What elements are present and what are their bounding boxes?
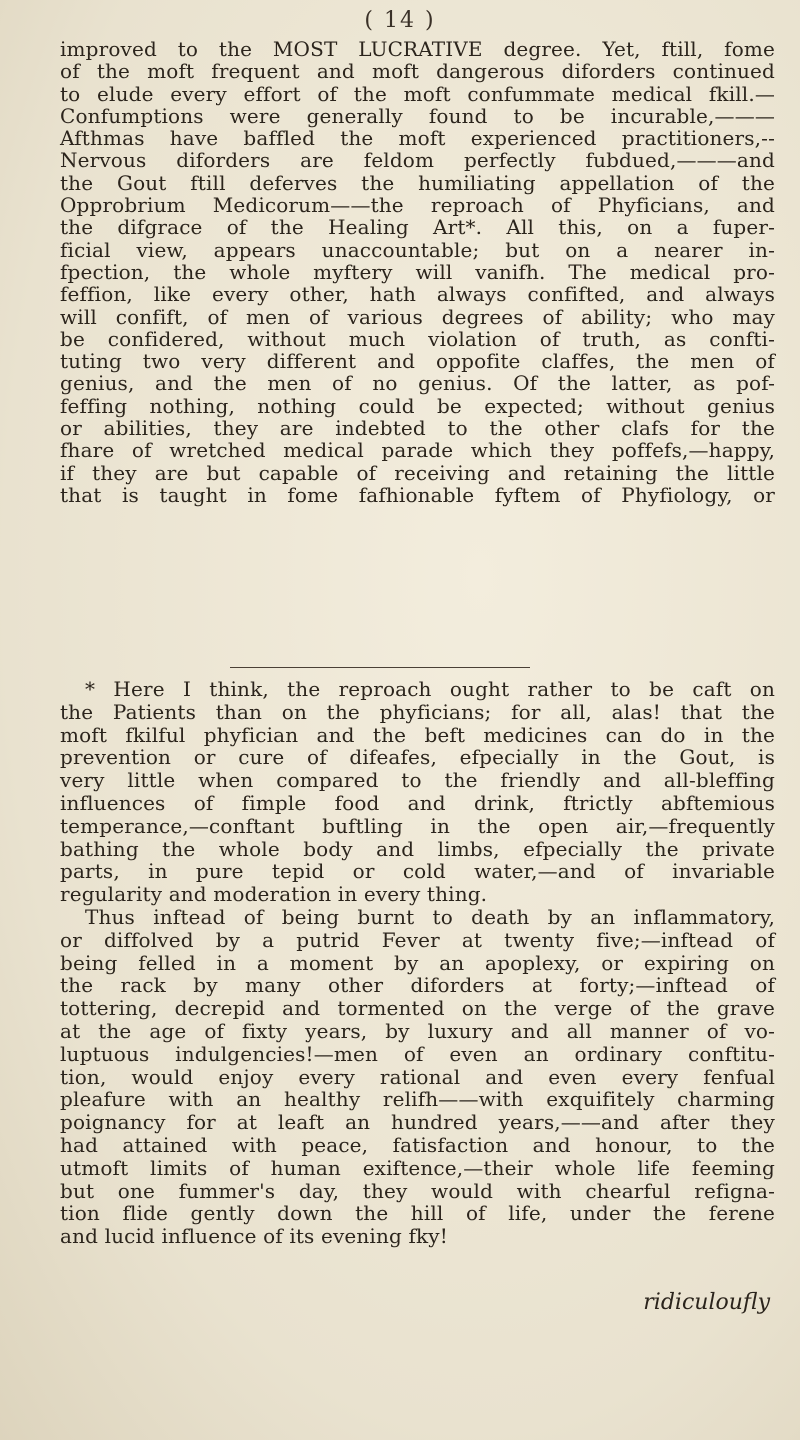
text-line: fpection, the whole myftery will vanifh. The medical pro- xyxy=(60,259,775,284)
text-line: feffion, like every other, hath always confifted, and always xyxy=(60,282,775,307)
footnote-line: influences of fimple food and drink, ftrictly abftemious xyxy=(60,790,775,815)
footnote-line: but one fummer's day, they would with chearful refigna- xyxy=(60,1178,775,1203)
text-line: Opprobrium Medicorum——the reproach of Phyficians, and xyxy=(60,193,775,218)
footnote-line: bathing the whole body and limbs, efpecially the private xyxy=(60,836,775,861)
footnote-line: pleafure with an healthy relifh——with exquifitely charming xyxy=(60,1087,775,1112)
footnote-line: being felled in a moment by an apoplexy, or expiring on xyxy=(60,950,775,975)
text-line: the Gout ftill deferves the humiliating appellation of the xyxy=(60,170,775,195)
footnote-line: tion, would enjoy every rational and even every fenfual xyxy=(60,1064,775,1089)
text-line: to elude every effort of the moft confummate medical fkill.— xyxy=(60,81,775,106)
footnote-line: parts, in pure tepid or cold water,—and of invariable xyxy=(60,859,775,884)
text-line: ficial view, appears unaccountable; but on a nearer in- xyxy=(60,237,775,262)
footnote-line: temperance,—conftant buftling in the open air,—frequently xyxy=(60,813,775,838)
footnote-line: at the age of fixty years, by luxury and all manner of vo- xyxy=(60,1018,775,1043)
text-line: Afthmas have baffled the moft experienced practitioners,-- xyxy=(60,126,775,151)
footnote-line: * Here I think, the reproach ought rather to be caft on xyxy=(85,677,775,701)
footnote-line: regularity and moderation in every thing. xyxy=(60,882,488,907)
footnote-line: had attained with peace, fatisfaction and honour, to the xyxy=(60,1132,775,1157)
text-line: improved to the MOST LUCRATIVE degree. Yet, ftill, fome xyxy=(60,37,775,61)
footnote-line: very little when compared to the friendly and all-bleffing xyxy=(60,768,775,793)
footnote-line: poignancy for at leaft an hundred years,——and after they xyxy=(60,1110,775,1135)
text-line: if they are but capable of receiving and retaining the little xyxy=(60,460,775,485)
footnote-line: or diffolved by a putrid Fever at twenty five;—inftead of xyxy=(60,927,775,952)
text-line: genius, and the men of no genius. Of the latter, as pof- xyxy=(60,371,775,396)
footnote-line: Thus inftead of being burnt to death by an inflammatory, xyxy=(85,904,775,929)
footnote-line: moft fkilful phyfician and the beft medicines can do in the xyxy=(60,722,775,747)
footnote xyxy=(60,678,775,1248)
catchword: ridiculoufly xyxy=(643,1290,770,1315)
footnote-line: and lucid influence of its evening fky! xyxy=(60,1224,448,1249)
footnote-line: tion flide gently down the hill of life, under the ferene xyxy=(60,1201,775,1226)
text-line: of the moft frequent and moft dangerous diforders continued xyxy=(60,59,775,84)
text-line: fhare of wretched medical parade which they poffefs,—happy, xyxy=(60,438,775,463)
text-line: will confift, of men of various degrees of ability; who may xyxy=(60,304,775,329)
text-line: or abilities, they are indebted to the other clafs for the xyxy=(60,416,775,441)
footnote-line: utmoft limits of human exiftence,—their whole life feeming xyxy=(60,1155,775,1180)
text-line: the difgrace of the Healing Art*. All this, on a fuper- xyxy=(60,215,775,240)
text-line: Nervous diforders are feldom perfectly fubdued,———and xyxy=(60,148,775,173)
footnote-line: luptuous indulgencies!—men of even an ordinary conftitu- xyxy=(60,1041,775,1066)
text-line: Confumptions were generally found to be incurable,——— xyxy=(60,103,775,128)
footnote-line: tottering, decrepid and tormented on the verge of the grave xyxy=(60,996,775,1021)
text-line: be confidered, without much violation of truth, as confti- xyxy=(60,326,775,351)
footnote-rule xyxy=(230,667,530,668)
footnote-line: prevention or cure of difeafes, efpecially in the Gout, is xyxy=(60,745,775,770)
footnote-line: the rack by many other diforders at forty;—inftead of xyxy=(60,973,775,998)
page-number: ( 14 ) xyxy=(364,8,436,33)
text-line: tuting two very different and oppofite claffes, the men of xyxy=(60,349,775,374)
text-line: feffing nothing, nothing could be expected; without genius xyxy=(60,393,775,418)
text-line: that is taught in fome fafhionable fyftem of Phyfiology, or xyxy=(60,482,775,507)
footnote-line: the Patients than on the phyficians; for all, alas! that the xyxy=(60,699,775,724)
main-text xyxy=(60,38,775,506)
